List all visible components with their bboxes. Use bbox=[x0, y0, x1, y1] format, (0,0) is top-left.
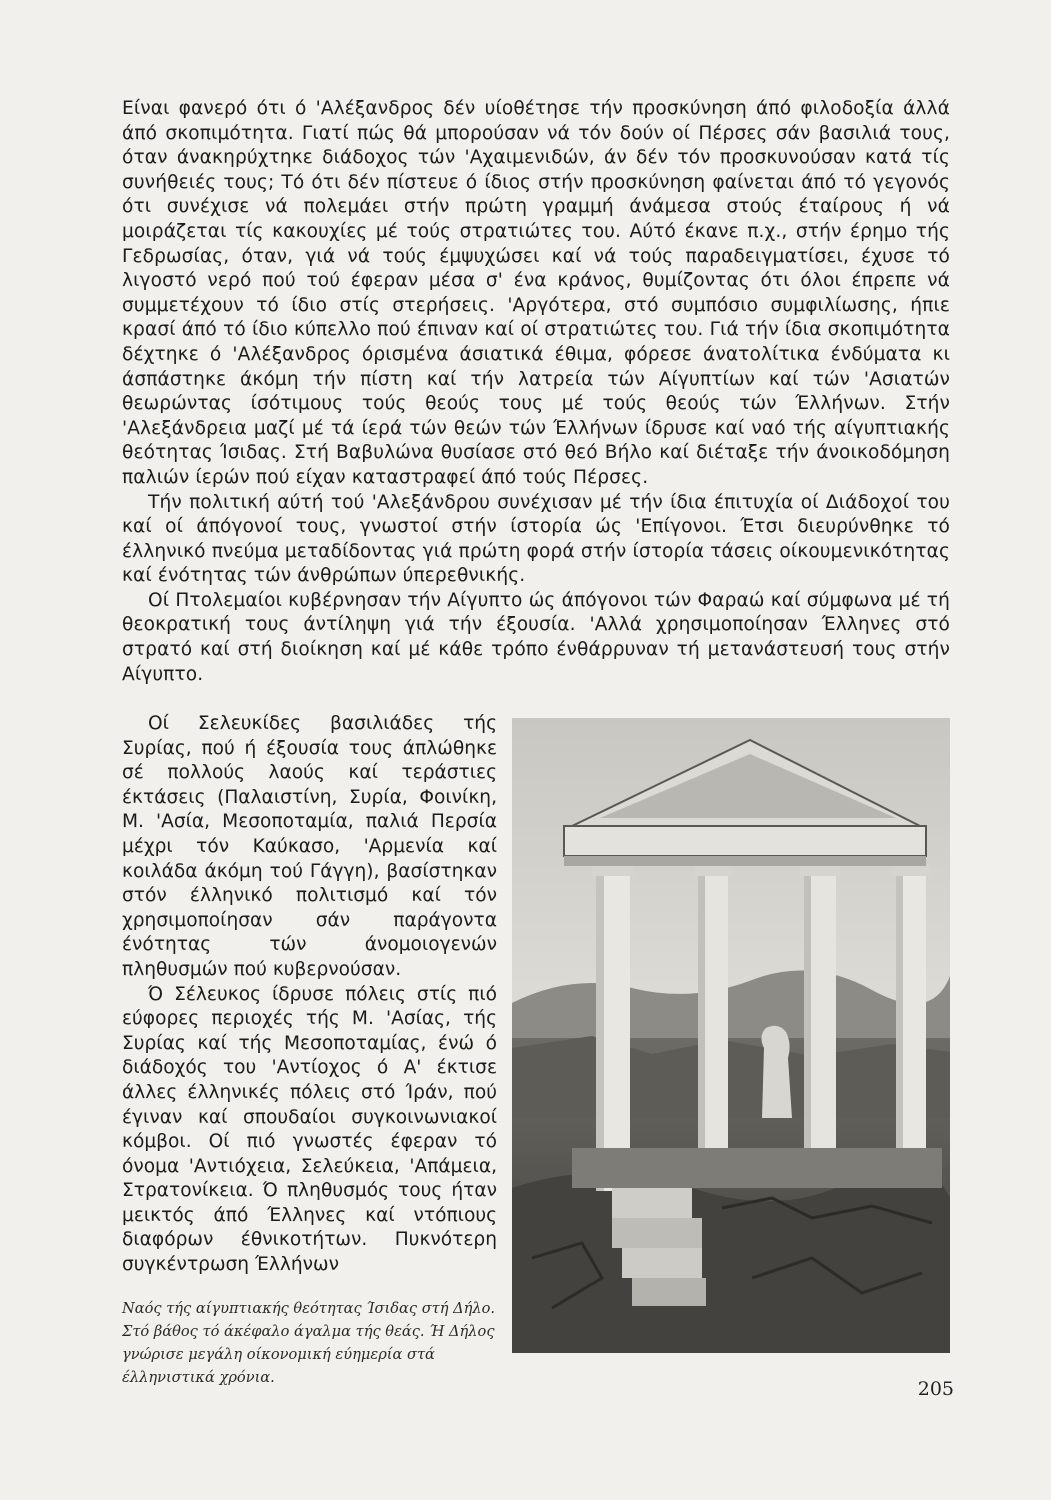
paragraph-ptolemies: Οί Πτολεμαίοι κυβέρνησαν τήν Αίγυπτο ώς άπόγονοι τών Φαραώ καί σύμφωνα μέ τή θεοκρατική τους άντίληψη γιά τήν έξουσία. 'Αλλά χρησιμοποίησαν Έλληνες στό στρατό καί στή διοίκηση καί μέ κάθε τρόπο ένθάρρυναν τή μετανάστευσή τους στήν Αίγυπτο. bbox=[122, 589, 950, 685]
temple-of-isis-photo bbox=[512, 718, 950, 1353]
photo-caption: Ναός τής αίγυπτιακής θεότητας Ίσιδας στή Δήλο. Στό βάθος τό άκέφαλο άγαλμα τής θεάς. Ή Δήλος γνώρισε μεγάλη οίκονομική εύημερία στά έλληνιστικά χρόνια. bbox=[122, 1300, 496, 1386]
paragraph-alexander-proskynesis: Είναι φανερό ότι ό 'Αλέξανδρος δέν υίοθέτησε τήν προσκύνηση άπό φιλοδοξία άλλά άπό σκοπιμότητα. Γιατί πώς θά μπορούσαν νά τόν δούν οί Πέρσες σάν βασιλιά τους, όταν άνακηρύχτηκε διάδοχος τών 'Αχαιμενιδών, άν δέν τόν προσκυνούσαν κατά τίς συνήθειές τους; Τό ότι δέν πίστευε ό ίδιος στήν προσκύνηση φαίνεται άπό τό γεγονός ότι συνέχισε νά πολεμάει στήν πρώτη γραμμή άνάμεσα στούς έταίρους ή νά μοιράζεται τίς κακουχίες μέ τούς στρατιώτες του. Αύτό έκανε π.χ., στήν έρημο τής Γεδρωσίας, όταν, γιά νά τούς έμψυχώσει καί νά τούς παραδειγματίσει, έχυσε τό λιγοστό νερό πού τού έφεραν μέσα σ' ένα κράνος, θυμίζοντας ότι όλοι έπρεπε νά συμμετέχουν τό ίδιο στίς στερήσεις. 'Αργότερα, στό συμπόσιο συμφιλίωσης, ήπιε κρασί άπό τό ίδιο κύπελλο πού έπιναν καί οί στρατιώτες του. Γιά τήν ίδια σκοπιμότητα δέχτηκε ό 'Αλέξανδρος όρισμένα άσιατικά έθιμα, φόρεσε άνατολίτικα ένδύματα κι άσπάστηκε άκόμη τήν πίστη καί τήν λατρεία τών Αίγυπτίων καί τών 'Ασιατών θεωρώντας ίσότιμους τούς θεούς τους μέ τούς θεούς τών Έλλήνων. Στήν 'Αλεξάνδρεια μαζί μέ τά ίερά τών θεών τών Έλλήνων ίδρυσε καί ναό τής αίγυπτιακής θεότητας Ίσιδας. Στή Βαβυλώνα θυσίασε στό θεό Βήλο καί διέταξε τήν άνοικοδόμηση παλιών ίερών πού είχαν καταστραφεί άπό τούς Πέρσες. bbox=[122, 98, 950, 488]
paragraph-seleucus-cities: Ό Σέλευκος ίδρυσε πόλεις στίς πιό εύφορες περιοχές τής Μ. 'Ασίας, τής Συρίας καί τής Μεσοποταμίας, ένώ ό διάδοχός του 'Αντίοχος ό Α' έκτισε άλλες έλληνικές πόλεις στό Ίράν, πού έγιναν καί σπουδαίοι συγκοινωνιακοί κόμβοι. Οί πιό γνωστές έφεραν τό όνομα 'Αντιόχεια, Σελεύκεια, 'Απάμεια, Στρατονίκεια. Ό πληθυσμός τους ήταν μεικτός άπό Έλληνες καί ντόπιους διαφόρων έθνικοτήτων. Πυκνότερη συγκέντρωση Έλλήνων bbox=[122, 983, 497, 1276]
main-text-block bbox=[122, 97, 950, 687]
paragraph-diadochi-policy: Τήν πολιτική αύτή τού 'Αλεξάνδρου συνέχισαν μέ τήν ίδια έπιτυχία οί Διάδοχοί του καί οί άπόγονοί τους, γνωστοί στήν ίστορία ώς 'Επίγονοι. Έτσι διευρύνθηκε τό έλληνικό πνεύμα μεταδίδοντας γιά πρώτη φορά στήν ίστορία τάσεις οίκουμενικότητας καί ένότητας τών άνθρώπων ύπερεθνικής. bbox=[122, 491, 950, 587]
page-number: 205 bbox=[917, 1378, 954, 1400]
paragraph-seleucids: Οί Σελευκίδες βασιλιάδες τής Συρίας, πού ή έξουσία τους άπλώθηκε σέ πολλούς λαούς καί τεράστιες έκτάσεις (Παλαιστίνη, Συρία, Φοινίκη, Μ. 'Ασία, Μεσοποταμία, παλιά Περσία μέχρι τόν Καύκασο, 'Αρμενία καί κοιλάδα άκόμη τού Γάγγη), βασίστηκαν στόν έλληνικό πολιτισμό καί τόν χρησιμοποίησαν σάν παράγοντα ένότητας τών άνομοιογενών πληθυσμών πού κυβερνούσαν. bbox=[122, 713, 497, 980]
column-text-block bbox=[122, 712, 497, 1278]
